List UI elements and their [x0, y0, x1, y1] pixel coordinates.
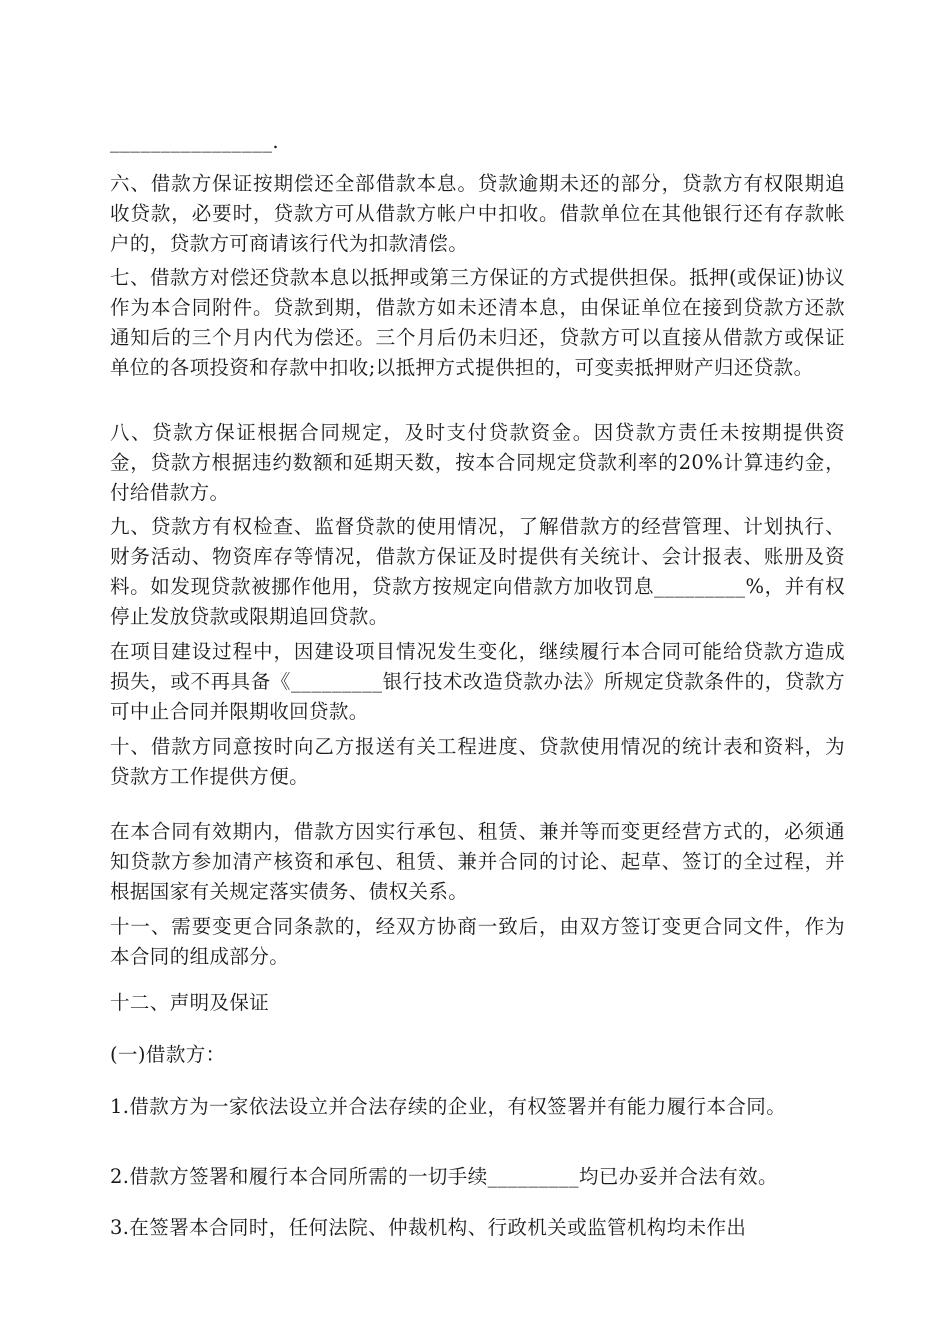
clause-10: 十、借款方同意按时向乙方报送有关工程进度、贷款使用情况的统计表和资料，为贷款方工作提供方便。 — [110, 735, 845, 788]
borrower-item-2: 2.借款方签署和履行本合同所需的一切手续_________均已办妥并合法有效。 — [110, 1165, 778, 1188]
borrower-item-1: 1.借款方为一家依法设立并合法存续的企业，有权签署并有能力履行本合同。 — [110, 1095, 787, 1118]
borrower-item-3: 3.在签署本合同时，任何法院、仲裁机构、行政机关或监管机构均未作出 — [110, 1216, 747, 1239]
clause-7: 七、借款方对偿还贷款本息以抵押或第三方保证的方式提供担保。抵押(或保证)协议作为本合同附件。贷款到期，借款方如未还清本息，由保证单位在接到贷款方还款通知后的三个月内代为偿还。三个月后仍未归还，贷款方可以直接从借款方或保证单位的各项投资和存款中扣收;以抵押方式提供担的，可变卖抵押财产归还贷款。 — [110, 266, 845, 379]
lead-blank-line: ________________. — [110, 130, 279, 153]
business-change-paragraph: 在本合同有效期内，借款方因实行承包、租赁、兼并等而变更经营方式的，必须通知贷款方参加清产核资和承包、租赁、兼并合同的讨论、起草、签订的全过程，并根据国家有关规定落实债务、债权关系。 — [110, 820, 845, 903]
borrower-subheading: (一)借款方： — [110, 1043, 226, 1066]
project-change-paragraph: 在项目建设过程中，因建设项目情况发生变化，继续履行本合同可能给贷款方造成损失，或不再具备《_________银行技术改造贷款办法》所规定贷款条件的，贷款方可中止合同并限期收回贷款。 — [110, 640, 845, 723]
clause-9: 九、贷款方有权检查、监督贷款的使用情况，了解借款方的经营管理、计划执行、财务活动、物资库存等情况，借款方保证及时提供有关统计、会计报表、账册及资料。如发现贷款被挪作他用，贷款方按规定向借款方加收罚息_________%，并有权停止发放贷款或限期追回贷款。 — [110, 515, 845, 628]
clause-6: 六、借款方保证按期偿还全部借款本息。贷款逾期未还的部分，贷款方有权限期追收贷款，必要时，贷款方可从借款方帐户中扣收。借款单位在其他银行还有存款帐户的，贷款方可商请该行代为扣款清偿。 — [110, 172, 845, 255]
clause-12-heading: 十二、声明及保证 — [110, 991, 270, 1014]
clause-8: 八、贷款方保证根据合同规定，及时支付贷款资金。因贷款方责任未按期提供资金，贷款方根据违约数额和延期天数，按本合同规定贷款利率的20%计算违约金，付给借款方。 — [110, 421, 845, 504]
clause-11: 十一、需要变更合同条款的，经双方协商一致后，由双方签订变更合同文件，作为本合同的组成部分。 — [110, 915, 845, 968]
